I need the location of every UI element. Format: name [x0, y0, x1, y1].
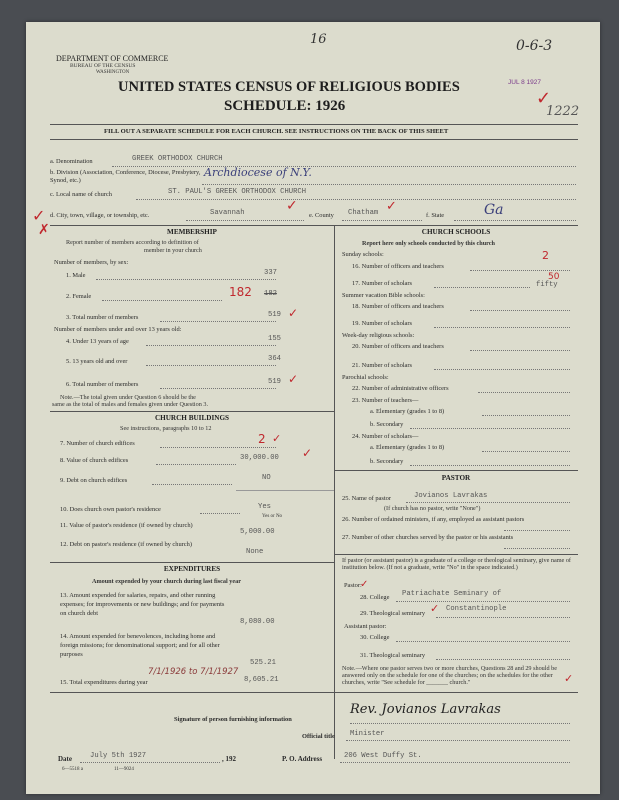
q17-label: 17. Number of scholars	[352, 280, 412, 287]
pastor-subheading: Pastor:	[344, 582, 362, 589]
fiscal-period: 7/1/1926 to 7/1/1927	[148, 667, 239, 677]
q17-word: fifty	[536, 281, 558, 289]
assistant-pastor-subheading: Assistant pastor:	[344, 623, 387, 630]
weekday-schools-label: Week-day religious schools:	[342, 332, 415, 339]
female-original-value: 182	[264, 290, 277, 298]
total-members-2-value: 519	[268, 378, 281, 386]
q22-label: 22. Number of administrative officers	[352, 385, 449, 392]
po-address-label: P. O. Address	[282, 755, 323, 763]
seminary-value: Constantinople	[446, 605, 507, 613]
owns-residence-label: 10. Does church own pastor's residence	[60, 506, 161, 513]
local-name-value: ST. PAUL'S GREEK ORTHODOX CHURCH	[168, 188, 307, 196]
county-label: e. County	[309, 212, 334, 219]
received-date-stamp: JUL 8 1927	[508, 79, 542, 86]
benevolences-label: 14. Amount expended for benevolences, including home and foreign missions; for denominational support; and for all other purposes	[60, 633, 220, 658]
total-members-label: 3. Total number of members	[66, 314, 139, 321]
census-schedule-page	[26, 22, 600, 794]
county-value: Chatham	[348, 209, 379, 217]
schools-note: Report here only schools conducted by this church	[362, 240, 495, 247]
state-value: Ga	[484, 202, 504, 218]
seminary-label: 29. Theological seminary	[360, 610, 426, 617]
city-value: Savannah	[210, 209, 245, 217]
male-label: 1. Male	[66, 272, 86, 279]
q19-label: 19. Number of scholars	[352, 320, 412, 327]
total-members-value: 519	[268, 311, 281, 319]
q23b-label: b. Secondary	[370, 421, 404, 428]
pastor-title: PASTOR	[441, 474, 471, 482]
q24b-label: b. Secondary	[370, 458, 404, 465]
over-13-value: 364	[268, 355, 281, 363]
red-check-total: ✓	[288, 306, 299, 320]
red-mark-left: ✓	[32, 206, 46, 225]
residence-debt-label: 12. Debt on pastor's residence (if owned by church)	[60, 541, 192, 548]
under-13-value: 155	[268, 335, 281, 343]
benevolences-value: 525.21	[250, 659, 276, 667]
date-value: July 5th 1927	[90, 752, 147, 760]
instruction-line: FILL OUT A SEPARATE SCHEDULE FOR EACH CHURCH. SEE INSTRUCTIONS ON THE BACK OF THIS SHEET	[104, 128, 449, 135]
college-value: Patriachate Seminary of	[402, 590, 502, 598]
pastor-name-hint: (If church has no pastor, write "None")	[384, 505, 481, 512]
q17-value: 50	[548, 272, 560, 282]
red-check-edifices: ✓	[272, 432, 282, 445]
department-name: DEPARTMENT OF COMMERCE	[56, 54, 169, 63]
female-value: 182	[229, 285, 252, 299]
parochial-schools-label: Parochial schools:	[342, 374, 389, 381]
pastor-name-label: 25. Name of pastor	[342, 495, 391, 502]
bureau-name: BUREAU OF THE CENSUS	[70, 63, 136, 69]
summer-schools-label: Summer vacation Bible schools:	[342, 292, 425, 299]
q16-label: 16. Number of officers and teachers	[352, 263, 444, 270]
official-title-value: Minister	[350, 730, 385, 738]
edifices-count-value: 2	[258, 432, 266, 446]
corner-mark: 1222	[546, 104, 580, 119]
age-heading: Number of members under and over 13 years old:	[54, 326, 182, 333]
residence-debt-value: None	[246, 548, 264, 556]
edifices-count-label: 7. Number of church edifices	[60, 440, 135, 447]
other-churches-label: 27. Number of other churches served by the pastor or his assistants	[342, 534, 514, 541]
city-name: WASHINGTON	[96, 70, 130, 75]
state-label: f. State	[426, 212, 445, 219]
membership-note-1: Report number of members according to definition of	[66, 239, 199, 246]
pastor-note: Note.—Where one pastor serves two or more churches, Questions 28 and 29 should be answered only on the schedule for one of the churches; on the schedules for the other churches, write "See schedule for _______ church."	[342, 665, 557, 686]
red-check-city: ✓	[286, 198, 298, 214]
owns-residence-hint: Yes or No	[262, 514, 283, 519]
q20-label: 20. Number of officers and teachers	[352, 343, 444, 350]
membership-note-2: member in your church	[144, 247, 202, 254]
graduate-note: If pastor (or assistant pastor) is a graduate of a college or theological seminary, give name of institution below. (If not a graduate, write "No" in the space indicated.)	[342, 557, 571, 571]
red-x-mark: ✗	[38, 222, 50, 238]
total-members-2-label: 6. Total number of members	[66, 381, 139, 388]
po-address-value: 206 West Duffy St.	[344, 752, 422, 760]
red-check-seminary: ✓	[430, 602, 440, 615]
page-number: 16	[310, 32, 327, 47]
assistant-seminary-label: 31. Theological seminary	[360, 652, 426, 659]
residence-value-label: 11. Value of pastor's residence (if owned by church)	[60, 522, 193, 529]
date-year-suffix: , 192	[222, 755, 236, 763]
denomination-label: a. Denomination	[50, 158, 93, 165]
q16-value: 2	[542, 249, 549, 262]
edifices-value-value: 30,000.00	[240, 454, 279, 462]
q24-label: 24. Number of scholars—	[352, 433, 419, 440]
q23-label: 23. Number of teachers—	[352, 397, 419, 404]
form-title: UNITED STATES CENSUS OF RELIGIOUS BODIES	[118, 79, 460, 95]
official-title-label: Official title	[302, 733, 335, 740]
schools-title: CHURCH SCHOOLS	[421, 228, 491, 236]
under-13-label: 4. Under 13 years of age	[66, 338, 129, 345]
over-13-label: 5. 13 years old and over	[66, 358, 128, 365]
date-label: Date	[58, 755, 72, 763]
total-expenditures-label: 15. Total expenditures during year	[60, 679, 148, 686]
edifices-debt-label: 9. Debt on church edifices	[60, 477, 128, 484]
red-check-total-2: ✓	[288, 372, 299, 386]
signature-label: Signature of person furnishing information	[174, 716, 292, 723]
form-subtitle: SCHEDULE: 1926	[224, 98, 346, 114]
male-value: 337	[264, 269, 277, 277]
expenditures-title: EXPENDITURES	[163, 565, 221, 573]
residence-value-value: 5,000.00	[240, 528, 275, 536]
assistant-college-label: 30. College	[360, 634, 390, 641]
membership-note-a: Note.—The total given under Question 6 should be the	[60, 394, 196, 401]
city-label: d. City, town, village, or township, etc.	[50, 212, 150, 219]
red-check-county: ✓	[386, 199, 397, 214]
q21-label: 21. Number of scholars	[352, 362, 412, 369]
buildings-title: CHURCH BUILDINGS	[154, 414, 230, 422]
owns-residence-value: Yes	[258, 503, 271, 511]
buildings-instructions: See instructions, paragraphs 10 to 12	[120, 425, 212, 432]
form-code: 6—5518 a	[62, 767, 83, 772]
membership-note-b: same as the total of males and females given under Question 3.	[52, 401, 209, 408]
q18-label: 18. Number of officers and teachers	[352, 303, 444, 310]
college-label: 28. College	[360, 594, 390, 601]
total-expenditures-value: 8,605.21	[244, 676, 279, 684]
running-expenses-value: 8,080.00	[240, 618, 275, 626]
assistant-count-label: 26. Number of ordained ministers, if any, employed as assistant pastors	[342, 516, 525, 523]
file-code: 0-6-3	[516, 38, 553, 54]
q23a-label: a. Elementary (grades 1 to 8)	[370, 408, 445, 415]
female-label: 2. Female	[66, 293, 92, 300]
membership-title: MEMBERSHIP	[167, 228, 217, 236]
red-check-note: ✓	[564, 672, 574, 685]
edifices-value-label: 8. Value of church edifices	[60, 457, 129, 464]
pastor-name-value: Jovianos Lavrakas	[414, 492, 488, 500]
denomination-value: GREEK ORTHODOX CHURCH	[132, 155, 223, 163]
red-check-mark: ✓	[536, 88, 552, 109]
sunday-schools-label: Sunday schools:	[342, 251, 384, 258]
red-check-value: ✓	[302, 446, 313, 460]
q24a-label: a. Elementary (grades 1 to 8)	[370, 444, 445, 451]
signature-value: Rev. Jovianos Lavrakas	[350, 702, 501, 717]
running-expenses-label: 13. Amount expended for salaries, repairs, and other running expenses; for improvements or new buildings; and for payments on church debt	[60, 592, 225, 617]
edifices-debt-value: NO	[262, 474, 271, 482]
division-value: Archdiocese of N.Y.	[204, 166, 312, 179]
print-code: 11—9024	[114, 767, 134, 772]
division-label: b. Division (Association, Conference, Diocese, Presbytery, Synod, etc.)	[50, 169, 201, 184]
red-tick-pastor: ✓	[360, 579, 369, 590]
expenditures-subtitle: Amount expended by your church during last fiscal year	[92, 578, 241, 585]
local-name-label: c. Local name of church	[50, 191, 112, 198]
members-by-sex-label: Number of members, by sex:	[54, 259, 129, 266]
